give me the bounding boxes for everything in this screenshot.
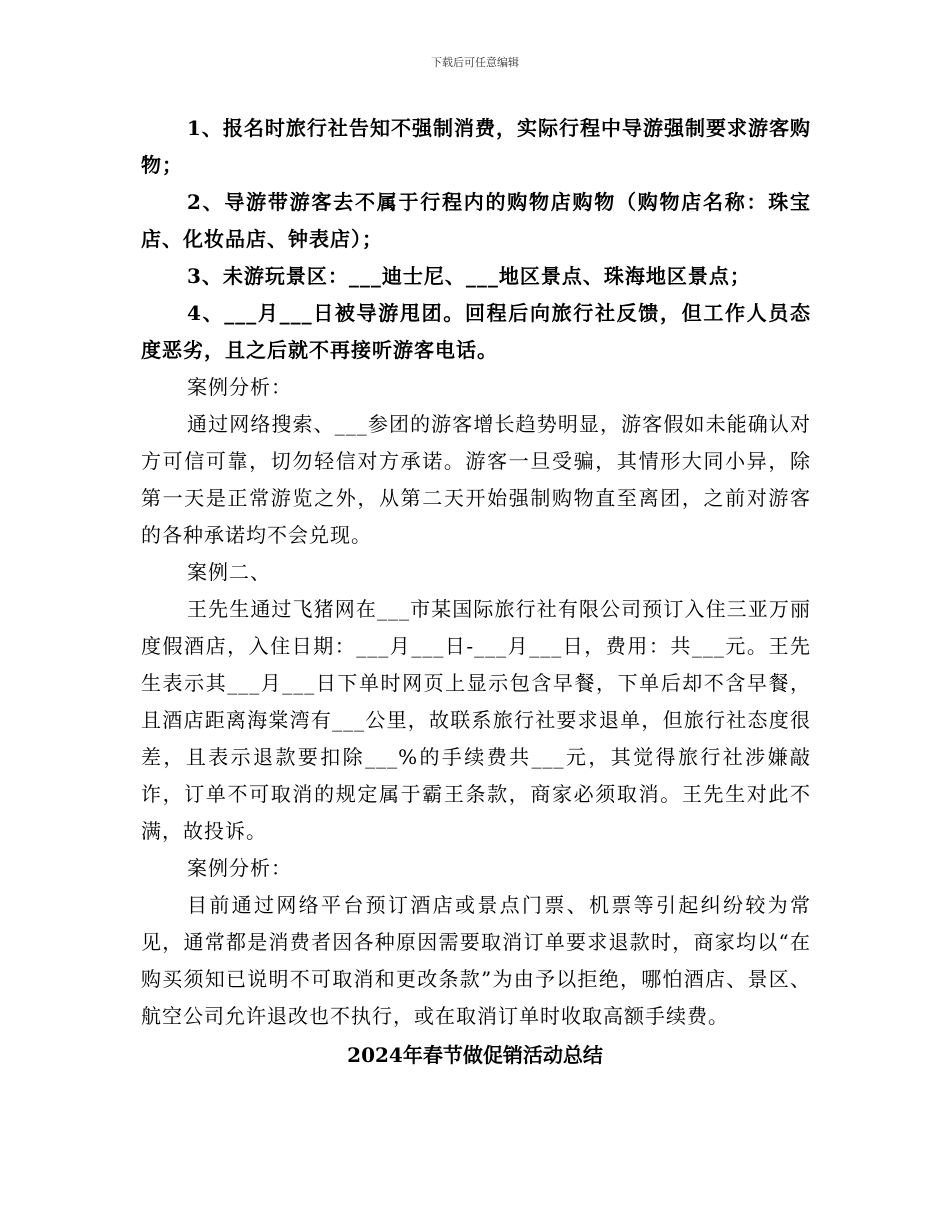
case-analysis-text-2: 目前通过网络平台预订酒店或景点门票、机票等引起纠纷较为常见，通常都是消费者因各种原因需要取消订单要求退款时，商家均以“在购买须知已说明不可取消和更改条款”为由予以拒绝，哪怕酒店、景区、航空公司允许退改也不执行，或在取消订单时收取高额手续费。 xyxy=(141,893,811,1028)
paragraph-item-1: 1、报名时旅行社告知不强制消费，实际行程中导游强制要求游客购物； xyxy=(141,116,811,177)
case-analysis-heading-1: 案例分析： xyxy=(187,375,292,399)
case-analysis-text-1: 通过网络搜索、___参团的游客增长趋势明显，游客假如未能确认对方可信可靠，切勿轻信对方承诺。游客一旦受骗，其情形大同小异，除第一天是正常游览之外，从第二天开始强制购物直至离团，之前对游客的各种承诺均不会兑现。 xyxy=(141,412,811,547)
paragraph-item-2: 2、导游带游客去不属于行程内的购物店购物（购物店名称：珠宝店、化妆品店、钟表店）； xyxy=(141,190,811,251)
paragraph-item-4: 4、___月___日被导游甩团。回程后向旅行社反馈，但工作人员态度恶劣，且之后就不再接听游客电话。 xyxy=(141,301,811,362)
case-two-heading: 案例二、 xyxy=(187,560,271,584)
section-title: 2024年春节做促销活动总结 xyxy=(347,1043,603,1067)
page-header: 下载后可任意编辑 xyxy=(431,56,519,69)
document-body xyxy=(141,110,811,1035)
case-analysis-heading-2: 案例分析： xyxy=(187,856,292,880)
case-two-text: 王先生通过飞猪网在___市某国际旅行社有限公司预订入住三亚万丽度假酒店，入住日期：___月___日-___月___日，费用：共___元。王先生表示其___月___日下单时网页上显示包含早餐，下单后却不含早餐，且酒店距离海棠湾有___公里，故联系旅行社要求退单，但旅行社态度很差，且表示退款要扣除___%的手续费共___元，其觉得旅行社涉嫌敲诈，订单不可取消的规定属于霸王条款，商家必须取消。王先生对此不满，故投诉。 xyxy=(141,597,811,843)
paragraph-item-3: 3、未游玩景区：___迪士尼、___地区景点、珠海地区景点； xyxy=(187,264,751,288)
